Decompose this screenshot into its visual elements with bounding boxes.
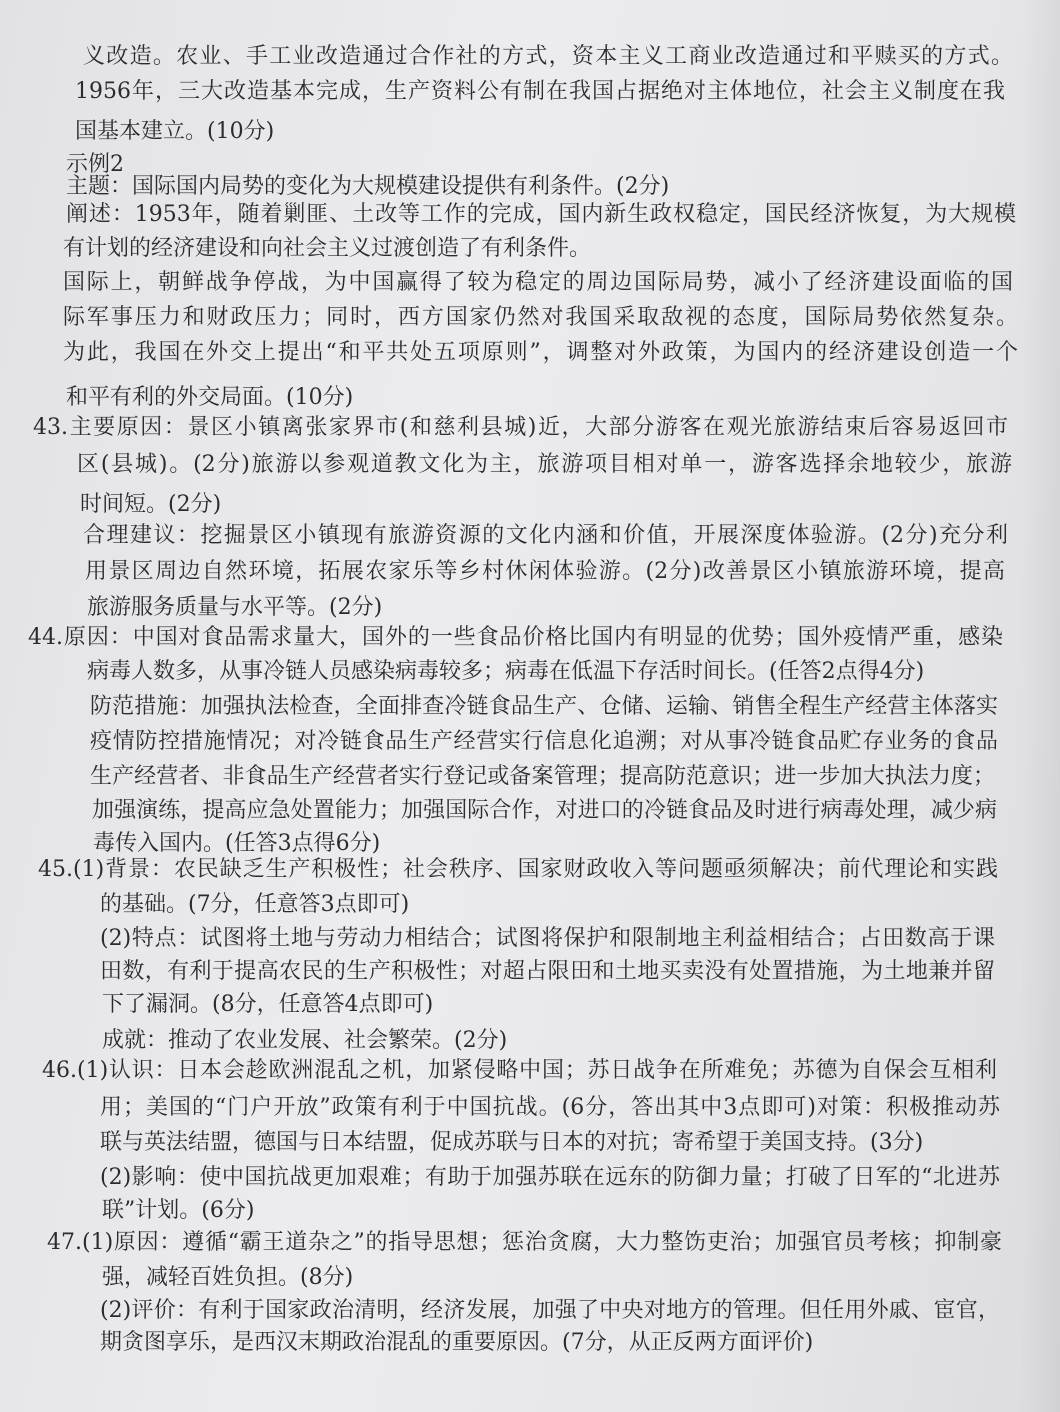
text-line: 43.主要原因：景区小镇离张家界市(和慈利县城)近，大部分游客在观光旅游结束后容易返回市 <box>33 415 1008 440</box>
text-line: 联”计划。(6分) <box>102 1198 255 1223</box>
text-line: 合理建议：挖掘景区小镇现有旅游资源的文化内涵和价值，开展深度体验游。(2分)充分利 <box>83 523 1008 548</box>
text-line: 1956年，三大改造基本完成，生产资料公有制在我国占据绝对主体地位，社会主义制度在我 <box>75 79 1005 104</box>
text-line: 用；美国的“门户开放”政策有利于中国抗战。(6分，答出其中3点即可)对策：积极推动苏 <box>100 1095 1000 1120</box>
text-line: 病毒人数多，从事冷链人员感染病毒较多；病毒在低温下存活时间长。(任答2点得4分) <box>87 659 925 684</box>
text-line: 为此，我国在外交上提出“和平共处五项原则”，调整对外政策，为国内的经济建设创造一个 <box>63 340 1018 365</box>
text-line: 毒传入国内。(任答3点得6分) <box>93 831 381 856</box>
text-line: 44.原因：中国对食品需求量大，国外的一些食品价格比国内有明显的优势；国外疫情严重，感染 <box>28 625 1003 650</box>
text-line: 和平有利的外交局面。(10分) <box>66 385 354 410</box>
text-line: 的基础。(7分，任意答3点即可) <box>100 892 410 917</box>
text-line: 强，减轻百姓负担。(8分) <box>102 1265 354 1290</box>
text-line: 防范措施：加强执法检查，全面排查冷链食品生产、仓储、运输、销售全程生产经营主体落实 <box>90 694 998 719</box>
text-line: 用景区周边自然环境，拓展农家乐等乡村休闲体验游。(2分)改善景区小镇旅游环境，提高 <box>85 559 1005 584</box>
text-line: 46.(1)认识：日本会趁欧洲混乱之机，加紧侵略中国；苏日战争在所难免；苏德为自保会互相利 <box>42 1058 997 1083</box>
text-line: 期贪图享乐，是西汉末期政治混乱的重要原因。(7分，从正反两方面评价) <box>100 1330 814 1355</box>
text-line: 生产经营者、非食品生产经营者实行登记或备案管理；提高防范意识；进一步加大执法力度； <box>90 764 995 789</box>
text-line: (2)评价：有利于国家政治清明，经济发展，加强了中央对地方的管理。但任用外戚、宦官， <box>100 1298 1000 1323</box>
text-line: 阐述：1953年，随着剿匪、土改等工作的完成，国内新生政权稳定，国民经济恢复，为大规模 <box>66 202 1016 227</box>
text-line: 45.(1)背景：农民缺乏生产积极性；社会秩序、国家财政收入等问题亟须解决；前代理论和实践 <box>38 857 998 882</box>
text-line: 加强演练，提高应急处置能力；加强国际合作，对进口的冷链食品及时进行病毒处理，减少病 <box>92 798 997 823</box>
text-line: 主题：国际国内局势的变化为大规模建设提供有利条件。(2分) <box>66 174 670 199</box>
text-line: 联与英法结盟，德国与日本结盟，促成苏联与日本的对抗；寄希望于美国支持。(3分) <box>100 1130 924 1155</box>
text-line: 成就：推动了农业发展、社会繁荣。(2分) <box>102 1028 508 1053</box>
text-line: 国际上，朝鲜战争停战，为中国赢得了较为稳定的周边国际局势，减小了经济建设面临的国 <box>63 270 1013 295</box>
text-line: 义改造。农业、手工业改造通过合作社的方式，资本主义工商业改造通过和平赎买的方式。 <box>83 44 1013 69</box>
text-line: 下了漏洞。(8分，任意答4点即可) <box>102 992 434 1017</box>
text-line: 国基本建立。(10分) <box>75 119 275 144</box>
text-line: 际军事压力和财政压力；同时，西方国家仍然对我国采取敌视的态度，国际局势依然复杂。 <box>63 305 1018 330</box>
text-line: 田数，有利于提高农民的生产积极性；对超占限田和土地买卖没有处置措施，为土地兼并留 <box>100 959 995 984</box>
text-line: (2)特点：试图将土地与劳动力相结合；试图将保护和限制地主利益相结合；占田数高于课 <box>100 926 995 951</box>
text-line: 旅游服务质量与水平等。(2分) <box>87 595 383 620</box>
text-line: 示例2 <box>66 152 124 177</box>
page-edge-shadow <box>1020 0 1060 1412</box>
text-line: (2)影响：使中国抗战更加艰难；有助于加强苏联在远东的防御力量；打破了日军的“北进苏 <box>100 1165 1000 1190</box>
text-line: 有计划的经济建设和向社会主义过渡创造了有利条件。 <box>63 236 592 261</box>
text-line: 47.(1)原因：遵循“霸王道杂之”的指导思想；惩治贪腐，大力整饬吏治；加强官员考核；抑制豪 <box>47 1230 1002 1255</box>
text-line: 疫情防控措施情况；对冷链食品生产经营实行信息化追溯；对从事冷链食品贮存业务的食品 <box>90 729 998 754</box>
text-line: 区(县城)。(2分)旅游以参观道教文化为主，旅游项目相对单一，游客选择余地较少，旅游 <box>77 452 1012 477</box>
text-line: 时间短。(2分) <box>80 492 222 517</box>
